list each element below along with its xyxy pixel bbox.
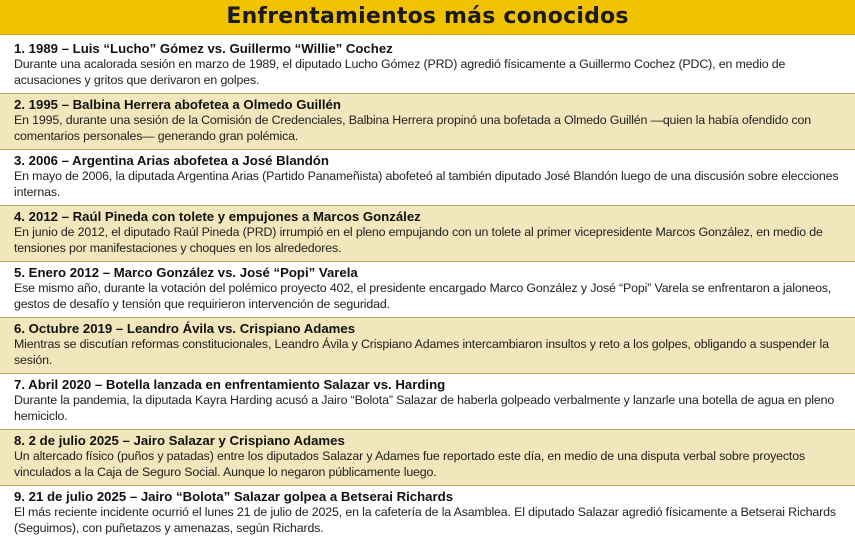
item-body: Un altercado físico (puños y patadas) entre los diputados Salazar y Adames fue reportado este día, en medio de una disputa verbal sobre proyectos vinculados a la Caja de Seguro Social. Aunque lo negaron públicamente luego.: [14, 449, 806, 479]
list-item: [0, 430, 855, 485]
item-body: El más reciente incidente ocurrió el lunes 21 de julio de 2025, en la cafetería de la Asamblea. El diputado Salazar agredió físicamente a Betserai Richards (Seguimos), con puñetazos y amenazas, según Richards.: [14, 505, 836, 535]
item-body: En 1995, durante una sesión de la Comisión de Credenciales, Balbina Herrera propinó una bofetada a Olmedo Guillén —quien la había ofendido con comentarios personales— generando gran polémica.: [14, 113, 812, 143]
item-title: 9. 21 de julio 2025 – Jairo “Bolota” Salazar golpea a Betserai Richards: [14, 489, 454, 504]
page-title: Enfrentamientos más conocidos: [226, 4, 629, 29]
item-body: En junio de 2012, el diputado Raúl Pineda (PRD) irrumpió en el pleno empujando con un tolete al primer vicepresidente Marcos González, en medio de tensiones por manifestaciones y choques en los alrededores.: [14, 225, 823, 255]
item-title: 5. Enero 2012 – Marco González vs. José “Popi” Varela: [14, 265, 358, 280]
list-item: [0, 150, 855, 205]
item-title: 3. 2006 – Argentina Arias abofetea a José Blandón: [14, 153, 329, 168]
item-title: 2. 1995 – Balbina Herrera abofetea a Olmedo Guillén: [14, 97, 341, 112]
list-item: [0, 206, 855, 261]
list-item: [0, 318, 855, 373]
item-title: 8. 2 de julio 2025 – Jairo Salazar y Crispiano Adames: [14, 433, 345, 448]
list-item: [0, 262, 855, 317]
item-title: 6. Octubre 2019 – Leandro Ávila vs. Crispiano Adames: [14, 321, 356, 336]
item-title: 4. 2012 – Raúl Pineda con tolete y empujones a Marcos González: [14, 209, 421, 224]
item-body: En mayo de 2006, la diputada Argentina Arias (Partido Panameñista) abofeteó al también diputado José Blandón luego de una discusión sobre elecciones internas.: [14, 169, 839, 199]
list-item: [0, 94, 855, 149]
item-body: Durante una acalorada sesión en marzo de 1989, el diputado Lucho Gómez (PRD) agredió físicamente a Guillermo Cochez (PDC), en medio de acusaciones y gritos que derivaron en golpes.: [14, 57, 786, 87]
item-body: Ese mismo año, durante la votación del polémico proyecto 402, el presidente encargado Marco González y José “Popi” Varela se enfrentaron a jaloneos, gestos de desafío y tensión que requirieron intervención de seguridad.: [14, 281, 832, 311]
list-item: [0, 38, 855, 93]
list-item: [0, 374, 855, 429]
item-body: Mientras se discutían reformas constitucionales, Leandro Ávila y Crispiano Adames intercambiaron insultos y reto a los golpes, obligando a suspender la sesión.: [14, 337, 829, 367]
list-item: [0, 486, 855, 541]
item-title: 1. 1989 – Luis “Lucho” Gómez vs. Guillermo “Willie” Cochez: [14, 41, 393, 56]
item-body: Durante la pandemia, la diputada Kayra Harding acusó a Jairo “Bolota” Salazar de haberla golpeado verbalmente y lanzarle una botella de agua en pleno hemiciclo.: [14, 393, 835, 423]
incident-list: [0, 38, 855, 541]
item-title: 7. Abril 2020 – Botella lanzada en enfrentamiento Salazar vs. Harding: [14, 377, 446, 392]
